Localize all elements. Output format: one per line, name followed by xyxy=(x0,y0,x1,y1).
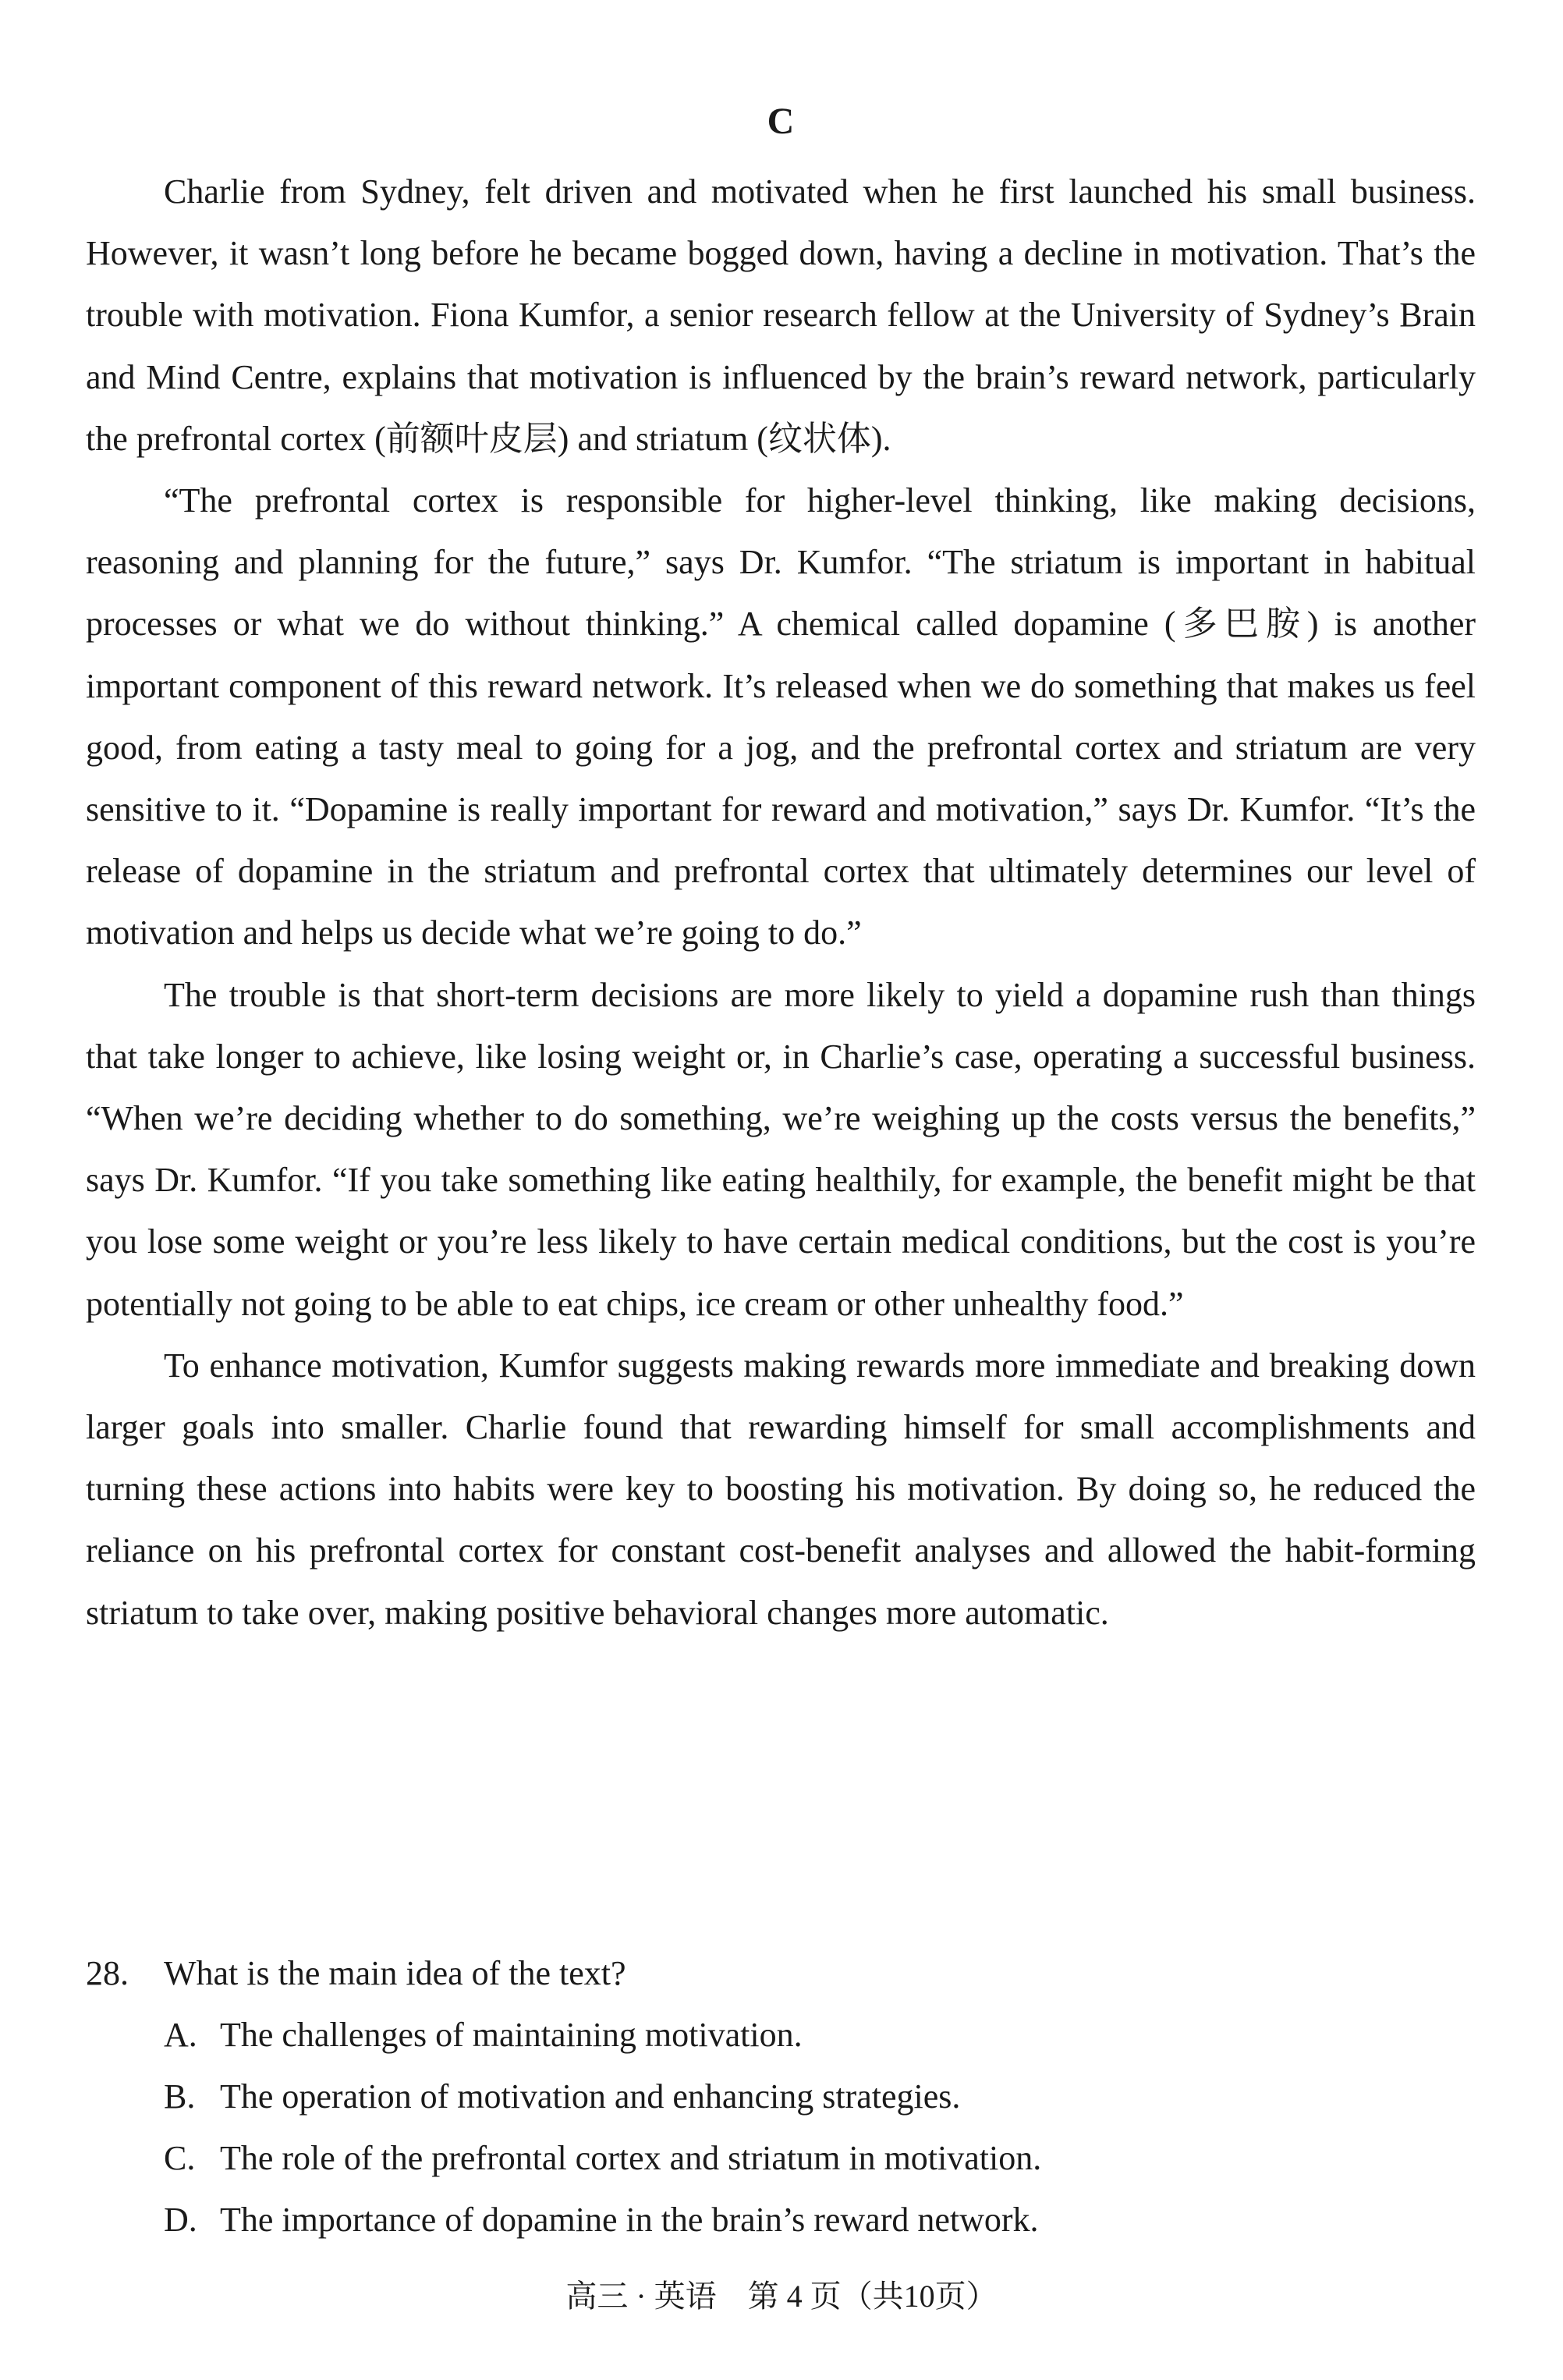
paragraph-4: To enhance motivation, Kumfor suggests making rewards more immediate and breaking down larger goals into smaller. Charlie found that rewarding himself for small accomplishments and turning these actions into habits were key to boosting his motivation. By doing so, he reduced the reliance on his prefrontal cortex for constant cost-benefit analyses and allowed the habit-forming striatum to take over, making positive behavioral changes more automatic. xyxy=(86,1346,1476,1632)
option-letter: A. xyxy=(164,2016,197,2054)
option-letter: B. xyxy=(164,2077,196,2116)
section-heading: C xyxy=(767,101,795,142)
option-letter: D. xyxy=(164,2201,197,2239)
option-b xyxy=(164,2066,1476,2127)
option-c xyxy=(164,2127,1476,2189)
answer-options xyxy=(86,2004,1476,2251)
option-letter: C. xyxy=(164,2139,196,2177)
option-a xyxy=(164,2004,1476,2066)
reading-passage xyxy=(86,161,1476,1644)
paragraph-1: Charlie from Sydney, felt driven and motivated when he first launched his small business. However, it wasn’t long before he became bogged down, having a decline in motivation. That’s the trouble with motivation. Fiona Kumfor, a senior research fellow at the University of Sydney’s Brain and Mind Centre, explains that motivation is influenced by the brain’s reward network, particularly the prefrontal cortex (前额叶皮层) and striatum (纹状体). xyxy=(86,172,1476,458)
question-28 xyxy=(86,1942,1476,2251)
paragraph-3: The trouble is that short-term decisions are more likely to yield a dopamine rush than things that take longer to achieve, like losing weight or, in Charlie’s case, operating a successful business. “When we’re deciding whether to do something, we’re weighing up the costs versus the benefits,” says Dr. Kumfor. “If you take something like eating healthily, for example, the benefit might be that you lose some weight or you’re less likely to have certain medical conditions, but the cost is you’re potentially not going to be able to eat chips, ice cream or other unhealthy food.” xyxy=(86,975,1476,1323)
option-text: The challenges of maintaining motivation. xyxy=(220,2016,803,2054)
question-text: What is the main idea of the text? xyxy=(164,1954,626,1992)
option-d xyxy=(164,2189,1476,2251)
option-text: The role of the prefrontal cortex and striatum in motivation. xyxy=(220,2139,1042,2177)
option-text: The operation of motivation and enhancing strategies. xyxy=(220,2077,961,2116)
option-text: The importance of dopamine in the brain’s reward network. xyxy=(220,2201,1039,2239)
question-stem xyxy=(86,1942,1476,2004)
paragraph-2: “The prefrontal cortex is responsible for higher-level thinking, like making decisions, reasoning and planning for the future,” says Dr. Kumfor. “The striatum is important in habitual processes or what we do without thinking.” A chemical called dopamine (多巴胺) is another important component of this reward network. It’s released when we do something that makes us feel good, from eating a tasty meal to going for a jog, and the prefrontal cortex and striatum are very sensitive to it. “Dopamine is really important for reward and motivation,” says Dr. Kumfor. “It’s the release of dopamine in the striatum and prefrontal cortex that ultimately determines our level of motivation and helps us decide what we’re going to do.” xyxy=(86,481,1476,952)
question-number: 28. xyxy=(86,1954,129,1992)
page-footer: 高三 · 英语 第 4 页（共10页） xyxy=(565,2279,998,2314)
